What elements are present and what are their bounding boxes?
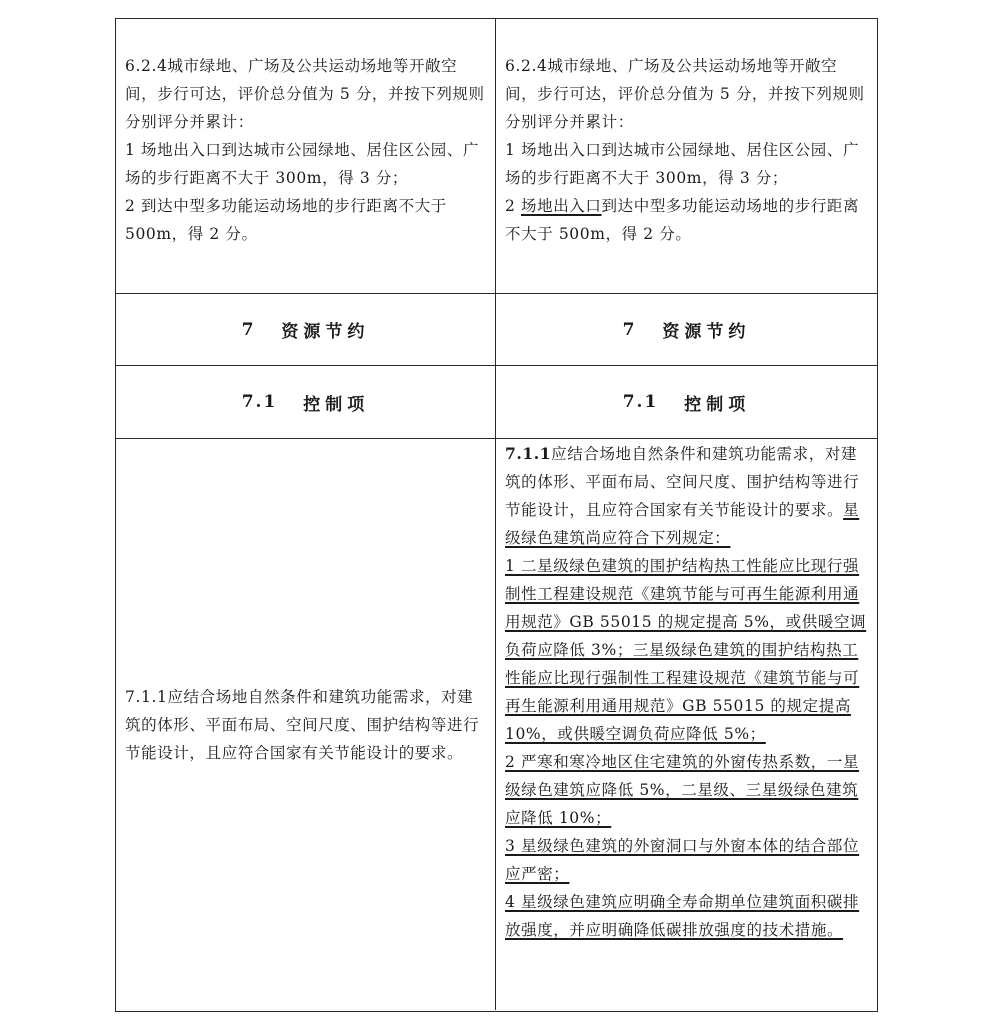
- added-text-underlined: 场地出入口: [521, 197, 602, 215]
- section-title: 控制项: [303, 394, 370, 415]
- chapter-number: 7: [622, 319, 637, 340]
- added-lead-underlined: 星级绿色建筑尚应符合下列规定：: [505, 501, 860, 547]
- left-cell-section: [116, 366, 496, 438]
- clause-item-2-rest: 到达中型多功能运动场地的步行距离不大于 500m，得 2 分。: [505, 197, 860, 243]
- left-cell-6-2-4: [116, 19, 496, 293]
- table-row-6-2-4: [116, 19, 877, 294]
- table-row-chapter-7: [116, 294, 877, 366]
- clause-item-2-number: 2: [505, 197, 521, 215]
- added-item-4-underlined: 4 星级绿色建筑应明确全寿命期单位建筑面积碳排放强度，并应明确降低碳排放强度的技术措施。: [505, 893, 860, 939]
- section-number: 7.1: [622, 392, 659, 412]
- added-item-3-underlined: 3 星级绿色建筑的外窗洞口与外窗本体的结合部位应严密；: [505, 837, 860, 883]
- left-cell-7-1-1: [116, 439, 496, 1010]
- right-cell-7-1-1: [496, 439, 877, 1010]
- chapter-title: 资源节约: [662, 322, 751, 342]
- clause-lead-text: 城市绿地、广场及公共运动场地等开敞空间，步行可达，评价总分值为 5 分，并按下列规则分别评分并累计：: [125, 57, 485, 131]
- right-cell-chapter: [496, 294, 877, 365]
- table-row-7-1-1: [116, 439, 877, 1010]
- clause-item-1: 1 场地出入口到达城市公园绿地、居住区公园、广场的步行距离不大于 300m，得 3 分；: [505, 141, 860, 187]
- right-cell-6-2-4: [496, 19, 877, 293]
- added-item-2-underlined: 2 严寒和寒冷地区住宅建筑的外窗传热系数，一星级绿色建筑应降低 5%，二星级、三星级绿色建筑应降低 10%；: [505, 753, 860, 827]
- clause-lead-text: 城市绿地、广场及公共运动场地等开敞空间，步行可达，评价总分值为 5 分，并按下列规则分别评分并累计：: [505, 57, 865, 131]
- clause-item-1: 1 场地出入口到达城市公园绿地、居住区公园、广场的步行距离不大于 300m，得 3 分；: [125, 141, 480, 187]
- clause-text: 应结合场地自然条件和建筑功能需求，对建筑的体形、平面布局、空间尺度、围护结构等进行节能设计，且应符合国家有关节能设计的要求。: [505, 445, 860, 519]
- chapter-number: 7: [241, 319, 256, 340]
- clause-number: 7.1.1: [125, 687, 168, 706]
- clause-number: 6.2.4: [505, 57, 548, 75]
- section-title: 控制项: [684, 394, 751, 415]
- section-number: 7.1: [241, 392, 278, 412]
- clause-number: 7.1.1: [505, 444, 552, 463]
- right-cell-section: [496, 366, 877, 438]
- left-cell-chapter: [116, 294, 496, 365]
- chapter-title: 资源节约: [281, 322, 370, 342]
- clause-number: 6.2.4: [125, 57, 168, 75]
- clause-text: 应结合场地自然条件和建筑功能需求，对建筑的体形、平面布局、空间尺度、围护结构等进行节能设计，且应符合国家有关节能设计的要求。: [125, 687, 480, 762]
- clause-item-2: 2 到达中型多功能运动场地的步行距离不大于 500m，得 2 分。: [125, 197, 447, 243]
- table-row-section-7-1: [116, 366, 877, 439]
- added-item-1-underlined: 1 二星级绿色建筑的围护结构热工性能应比现行强制性工程建设规范《建筑节能与可再生能源利用通用规范》GB 55015 的规定提高 5%，或供暖空调负荷应降低 3%；三星级绿色建筑的围护结构热工性能应比现行强制性工程建设规范《建筑节能与可再生能源利用通用规范》GB 55015 的规定提高 10%，或供暖空调负荷应降低 5%；: [505, 557, 867, 743]
- comparison-table: [115, 18, 878, 1012]
